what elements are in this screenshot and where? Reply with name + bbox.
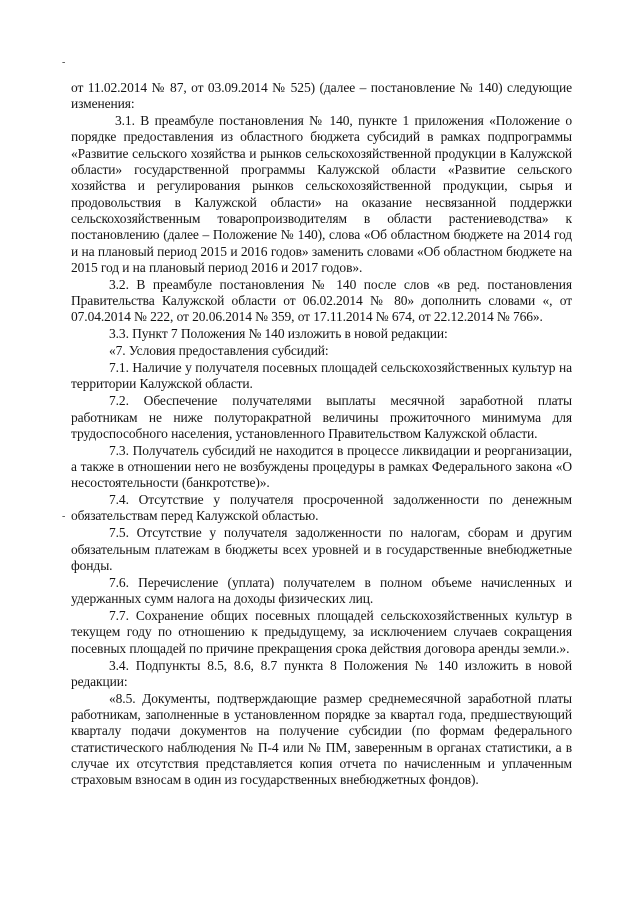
margin-mark: - [62,511,66,522]
paragraph-7-4: 7.4. Отсутствие у получателя просроченной задолженности по денежным обязательствам перед Калужской областью. [71,492,572,524]
paragraph-intro: от 11.02.2014 № 87, от 03.09.2014 № 525) (далее – постановление № 140) следующие изменения: [71,80,572,112]
paragraph-7-5: 7.5. Отсутствие у получателя задолженности по налогам, сборам и другим обязательным платежам в бюджеты всех уровней и в государственные внебюджетные фонды. [71,525,572,573]
scan-mark: - [62,57,66,68]
paragraph-3-3: 3.3. Пункт 7 Положения № 140 изложить в новой редакции: [109,326,448,342]
paragraph-7-7: 7.7. Сохранение общих посевных площадей сельскохозяйственных культур в текущем году по отношению к предыдущему, за исключением случаев сокращения посевных площадей по причине прекращения срока действия договора аренды земли.». [71,608,572,656]
paragraph-7-2: 7.2. Обеспечение получателями выплаты месячной заработной платы работникам не ниже полуторакратной величины прожиточного минимума для трудоспособного населения, установленного Правительством Калужской области. [71,393,572,441]
document-body [71,80,572,789]
paragraph-7-3: 7.3. Получатель субсидий не находится в процессе ликвидации и реорганизации, а также в отношении него не возбуждены процедуры в рамках Федерального закона «О несостоятельности (банкротстве)». [71,442,572,491]
paragraph-8-5: «8.5. Документы, подтверждающие размер среднемесячной заработной платы работникам, заполненные в установленном порядке за квартал года, предшествующий кварталу подачи документов на получение субсидии (по формам федерального статистического наблюдения № П-4 или № ПМ, заверенным в органах статистики, а в случае их отсутствия представляется копия отчета по начисленным и уплаченным страховым взносам в один из государственных внебюджетных фондов). [71,690,572,788]
paragraph-7-heading: «7. Условия предоставления субсидий: [109,343,329,359]
paragraph-3-4: 3.4. Подпункты 8.5, 8.6, 8.7 пункта 8 Положения № 140 изложить в новой редакции: [71,657,572,689]
paragraph-7-6: 7.6. Перечисление (уплата) получателем в полном объеме начисленных и удержанных сумм налога на доходы физических лиц. [71,574,572,607]
paragraph-3-1: 3.1. В преамбуле постановления № 140, пункте 1 приложения «Положение о порядке предоставления из областного бюджета субсидий в рамках подпрограммы «Развитие сельского хозяйства и рынков сельскохозяйственной продукции в Калужской области» государственной программы Калужской области «Развитие сельского хозяйства и регулирования рынков сельскохозяйственной продукции, сырья и продовольствия в Калужской области» на оказание несвязанной поддержки сельскохозяйственным товаропроизводителям в области растениеводства» к постановлению (далее – Положение № 140), слова «Об областном бюджете на 2014 год и на плановый период 2015 и 2016 годов» заменить словами «Об областном бюджете на 2015 год и на плановый период 2016 и 2017 годов». [71,113,572,275]
paragraph-7-1: 7.1. Наличие у получателя посевных площадей сельскохозяйственных культур на территории Калужской области. [71,360,572,392]
paragraph-3-2: 3.2. В преамбуле постановления № 140 после слов «в ред. постановления Правительства Калужской области от 06.02.2014 № 80» дополнить словами «, от 07.04.2014 № 222, от 20.06.2014 № 359, от 17.11.2014 № 674, от 22.12.2014 № 766». [71,276,572,325]
